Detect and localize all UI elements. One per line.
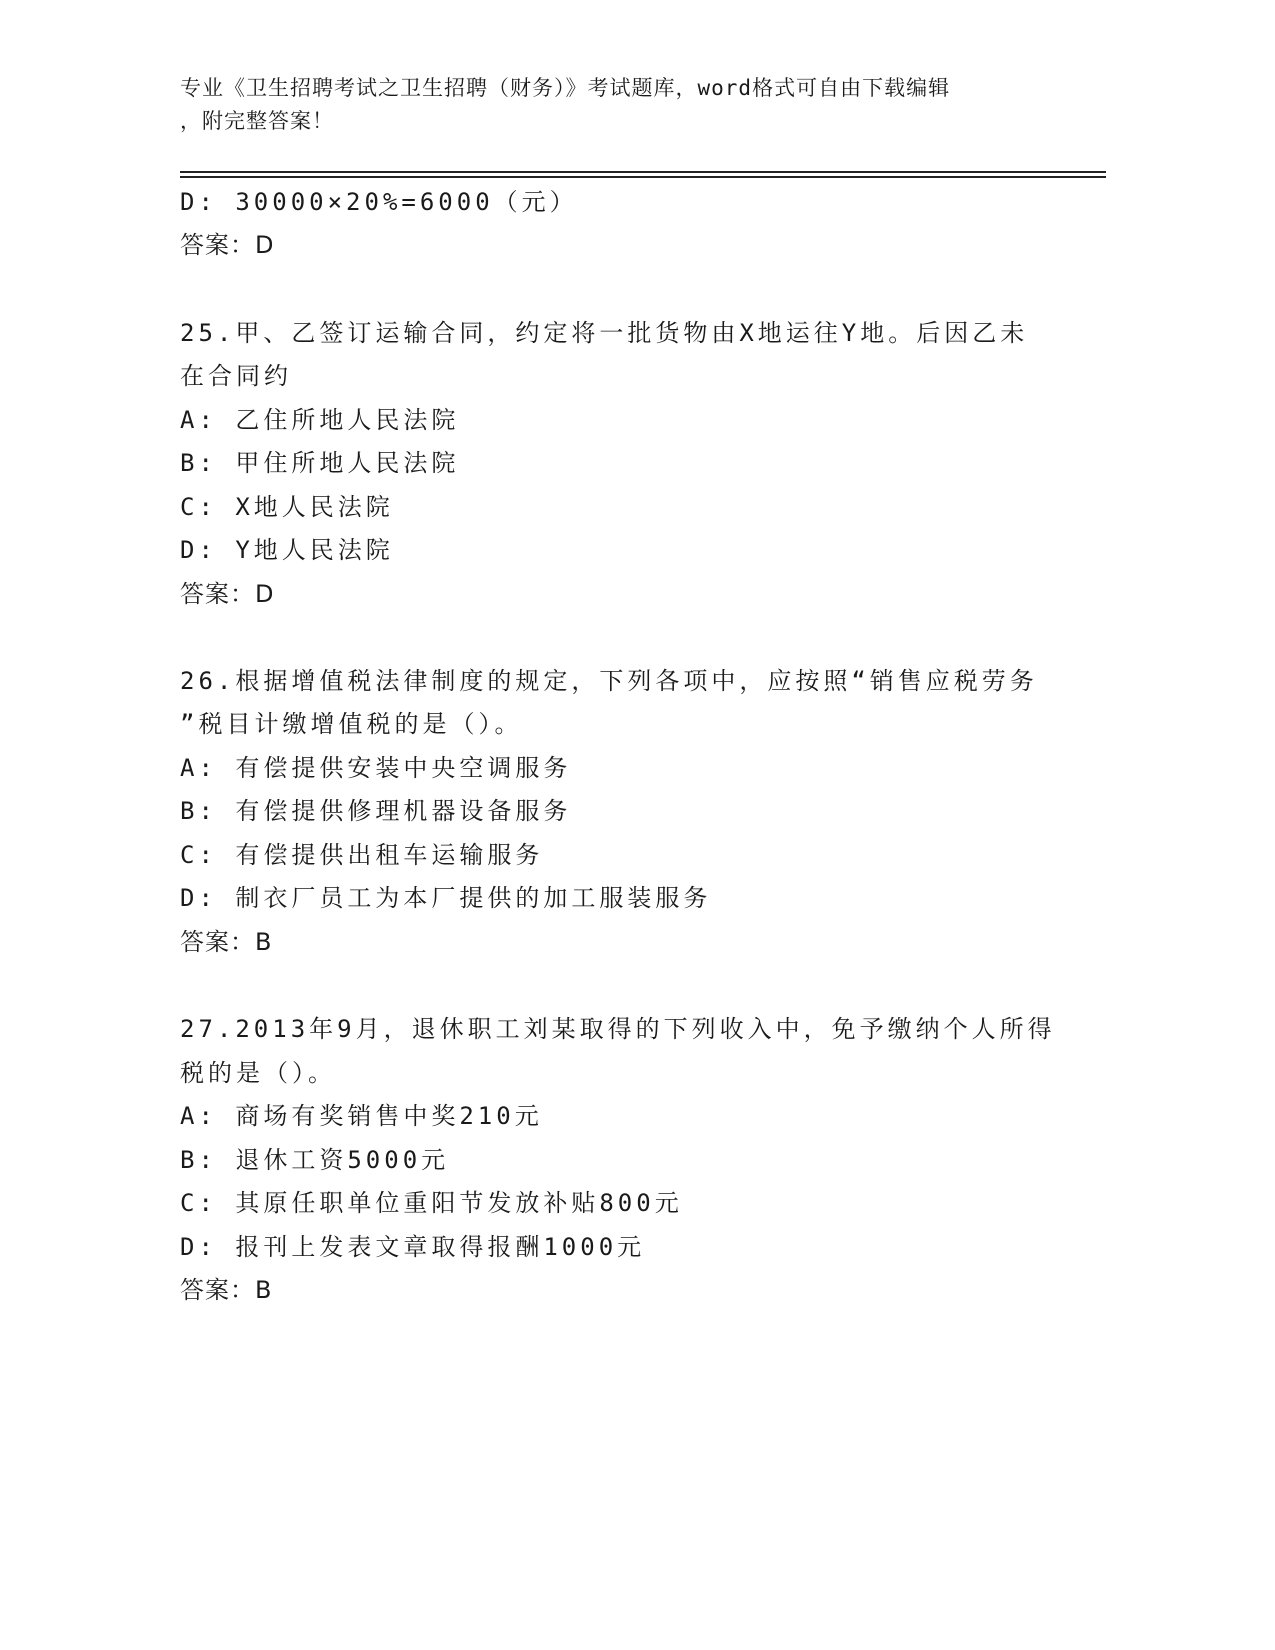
header-line-1: 专业《卫生招聘考试之卫生招聘（财务）》考试题库，word格式可自由下载编辑	[180, 76, 951, 100]
question-26-stem-line-1: 26.根据增值税法律制度的规定，下列各项中，应按照“销售应税劳务	[180, 667, 1038, 695]
question-27-stem-line-2: 税的是（）。	[180, 1059, 336, 1087]
question-25-answer: 答案：D	[180, 580, 275, 608]
question-26-option-b: B: 有偿提供修理机器设备服务	[180, 797, 572, 825]
question-25-option-b: B: 甲住所地人民法院	[180, 449, 460, 477]
prev-option-d: D: 30000×20%=6000（元）	[180, 188, 578, 216]
question-27-answer: 答案：B	[180, 1276, 273, 1304]
question-25-stem-line-2: 在合同约	[180, 362, 292, 390]
question-26-answer: 答案：B	[180, 928, 273, 956]
question-25-option-a: A: 乙住所地人民法院	[180, 406, 460, 434]
question-26-option-a: A: 有偿提供安装中央空调服务	[180, 754, 572, 782]
document-header	[180, 72, 1060, 138]
question-25-stem-line-1: 25.甲、乙签订运输合同，约定将一批货物由X地运往Y地。后因乙未	[180, 319, 1029, 347]
question-25-option-d: D: Y地人民法院	[180, 536, 394, 564]
header-divider-top	[180, 171, 1106, 173]
question-25-option-c: C: X地人民法院	[180, 493, 394, 521]
question-27-option-c: C: 其原任职单位重阳节发放补贴800元	[180, 1189, 683, 1217]
question-27-stem-line-1: 27.2013年9月，退休职工刘某取得的下列收入中，免予缴纳个人所得	[180, 1015, 1056, 1043]
question-26-option-d: D: 制衣厂员工为本厂提供的加工服装服务	[180, 884, 712, 912]
question-26-option-c: C: 有偿提供出租车运输服务	[180, 841, 544, 869]
prev-answer: 答案：D	[180, 231, 275, 259]
question-27-option-d: D: 报刊上发表文章取得报酬1000元	[180, 1233, 646, 1261]
question-26-stem-line-2: ”税目计缴增值税的是（）。	[180, 710, 523, 738]
question-27-option-a: A: 商场有奖销售中奖210元	[180, 1102, 543, 1130]
header-line-2: ，附完整答案！	[180, 109, 334, 133]
header-divider-bottom	[180, 176, 1106, 178]
question-27-option-b: B: 退休工资5000元	[180, 1146, 450, 1174]
